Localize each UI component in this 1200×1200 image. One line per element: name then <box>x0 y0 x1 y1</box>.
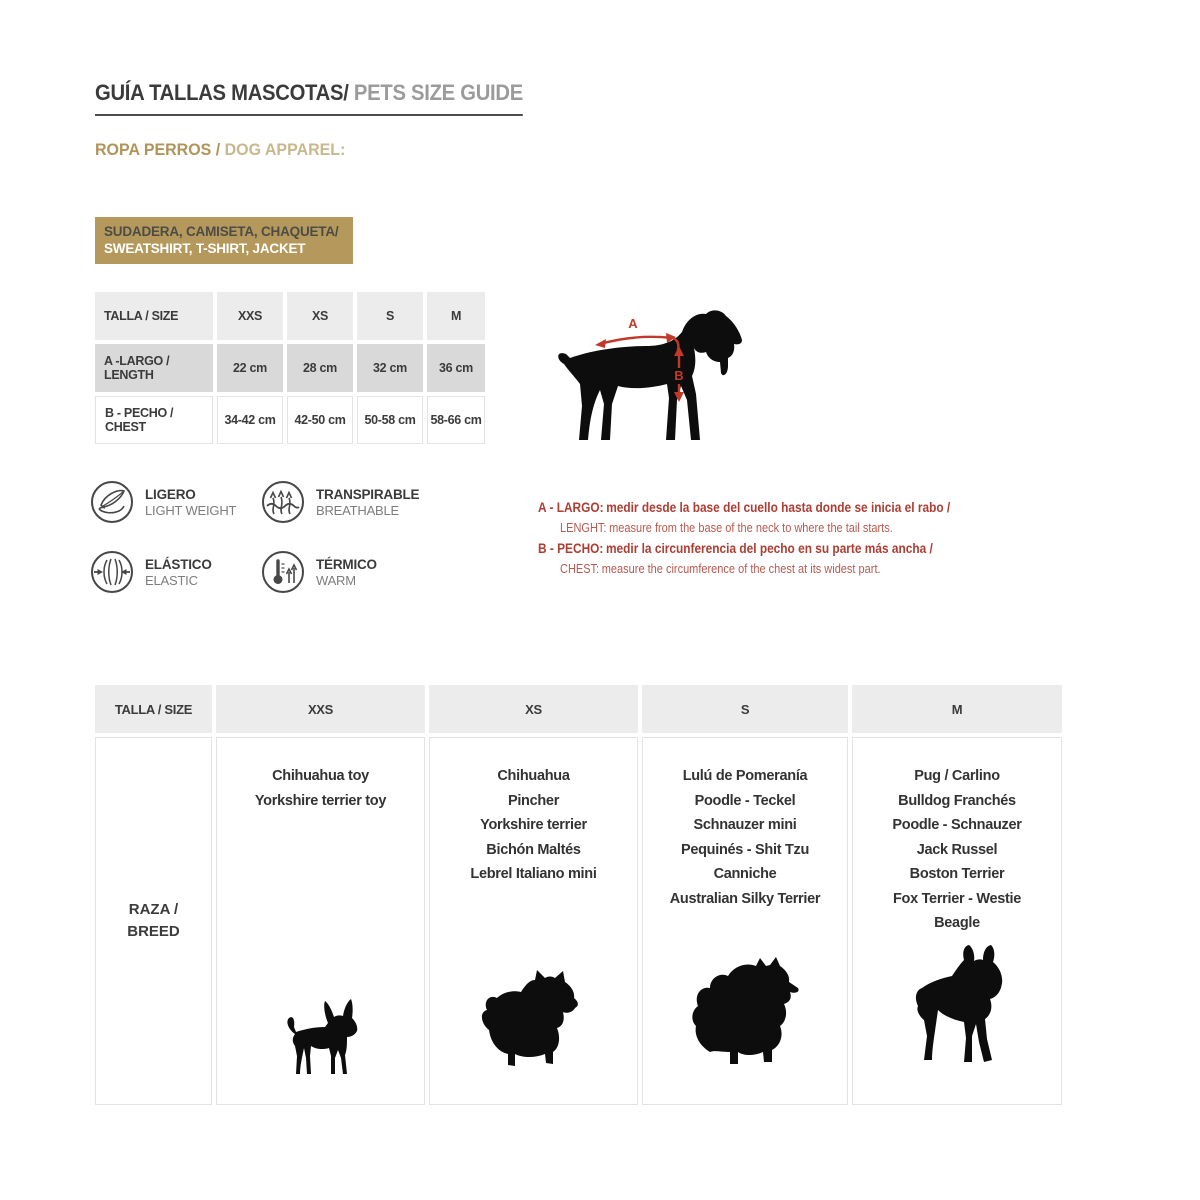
breed-line: BREED <box>127 923 180 940</box>
diagram-label-b: B <box>674 368 684 383</box>
feather-hand-icon <box>90 480 134 524</box>
feature-title: ELÁSTICO <box>145 556 212 572</box>
feature-subtitle: WARM <box>316 572 356 588</box>
breed-item: Bulldog Franchés <box>898 792 1016 809</box>
breed-item: Chihuahua <box>497 768 570 784</box>
size-table-header-m: M <box>427 292 485 340</box>
breed-item: Schnauzer mini <box>693 817 797 833</box>
breed-item: Yorkshire terrier <box>480 817 587 833</box>
note-text: medir desde la base del cuello hasta donde se inicia el rabo / <box>606 500 951 515</box>
breed-item: Lebrel Italiano mini <box>470 866 597 882</box>
title-english: PETS SIZE GUIDE <box>348 80 523 105</box>
breed-item: Yorkshire terrier toy <box>254 792 387 809</box>
measurement-notes <box>538 497 950 579</box>
breed-header-xxs: XXS <box>216 685 425 733</box>
note-chest-english <box>538 559 950 579</box>
dog-measurement-diagram <box>548 298 768 456</box>
french-bulldog-silhouette <box>898 944 1016 1078</box>
breed-item: Beagle <box>934 915 980 931</box>
length-s: 32 cm <box>357 344 423 392</box>
breed-cell-xs <box>429 737 638 1105</box>
length-row-label: A -LARGO / LENGTH <box>95 344 213 392</box>
breed-item: Poodle - Schnauzer <box>892 817 1022 833</box>
feature-title: LIGERO <box>145 486 196 502</box>
breed-item: Pug / Carlino <box>914 768 1000 784</box>
feature-subtitle: LIGHT WEIGHT <box>145 502 237 518</box>
breed-header-s: S <box>642 685 848 733</box>
breed-table <box>95 685 1062 1105</box>
size-table-header-s: S <box>357 292 423 340</box>
note-label: A - LARGO: <box>538 500 604 515</box>
note-text: measure from the base of the neck to where the tail starts. <box>609 521 893 535</box>
labrador-silhouette <box>558 310 742 440</box>
note-text: medir la circunferencia del pecho en su parte más ancha / <box>605 541 933 556</box>
section-subtitle <box>95 140 345 160</box>
feature-warm-text <box>316 556 377 589</box>
feature-elastic-text <box>145 556 212 589</box>
raza-line: RAZA / <box>128 901 179 918</box>
breed-list-xxs <box>217 764 424 813</box>
category-english: SWEATSHIRT, T-SHIRT, JACKET <box>104 241 306 256</box>
note-label: CHEST: <box>560 562 600 576</box>
breed-item: Fox Terrier - Westie <box>892 890 1022 907</box>
breed-cell-m <box>852 737 1062 1105</box>
breed-item: Boston Terrier <box>909 866 1005 882</box>
note-label: B - PECHO: <box>538 541 604 556</box>
elastic-icon <box>90 550 134 594</box>
subtitle-spanish: ROPA PERROS / <box>95 140 225 159</box>
feature-lightweight-text <box>145 486 236 519</box>
chest-row-label: B - PECHO / CHEST <box>95 396 213 444</box>
breed-row-label <box>95 737 212 1105</box>
feature-title: TRANSPIRABLE <box>316 486 420 502</box>
breed-header-xs: XS <box>429 685 638 733</box>
size-table-header-xs: XS <box>287 292 353 340</box>
pomeranian-silhouette <box>686 954 804 1078</box>
breed-item: Australian Silky Terrier <box>669 890 821 907</box>
thermometer-icon <box>261 550 305 594</box>
title-spanish: GUÍA TALLAS MASCOTAS/ <box>95 80 349 105</box>
breed-item: Jack Russel <box>916 841 998 858</box>
breed-cell-xxs <box>216 737 425 1105</box>
breed-cell-s <box>642 737 848 1105</box>
chihuahua-silhouette <box>281 994 361 1078</box>
subtitle-english: DOG APPAREL: <box>224 140 346 159</box>
size-table-header-xxs: XXS <box>217 292 283 340</box>
size-table <box>95 292 485 444</box>
chest-s: 50-58 cm <box>357 396 423 444</box>
breed-item: Poodle - Teckel <box>694 792 796 809</box>
note-largo-spanish <box>538 497 950 518</box>
chest-xxs: 34-42 cm <box>217 396 283 444</box>
length-xxs: 22 cm <box>217 344 283 392</box>
feature-warm <box>261 550 377 594</box>
breed-list-s <box>643 764 847 911</box>
yorkshire-terrier-silhouette <box>473 966 595 1078</box>
breed-item: Lulú de Pomeranía <box>682 768 808 784</box>
length-xs: 28 cm <box>287 344 353 392</box>
note-pecho-spanish <box>538 538 950 559</box>
feature-elastic <box>90 550 212 594</box>
size-table-header-label: TALLA / SIZE <box>95 292 213 340</box>
breed-item: Pequinés - Shit Tzu <box>680 841 810 858</box>
length-m: 36 cm <box>427 344 485 392</box>
chest-xs: 42-50 cm <box>287 396 353 444</box>
feature-subtitle: ELASTIC <box>145 572 198 588</box>
breed-item: Pincher <box>507 792 560 809</box>
feature-subtitle: BREATHABLE <box>316 502 400 518</box>
breathable-icon <box>261 480 305 524</box>
category-box <box>95 217 353 264</box>
diagram-label-a: A <box>628 316 638 331</box>
note-length-english <box>538 518 950 538</box>
note-label: LENGHT: <box>560 521 607 535</box>
category-spanish: SUDADERA, CAMISETA, CHAQUETA/ <box>104 224 339 239</box>
feature-breathable <box>261 480 419 524</box>
breed-item: Bichón Maltés <box>486 841 581 858</box>
feature-lightweight <box>90 480 236 524</box>
note-text: measure the circumference of the chest at its widest part. <box>601 562 881 576</box>
breed-header-m: M <box>852 685 1062 733</box>
breed-item: Chihuahua toy <box>272 768 369 784</box>
feature-title: TÉRMICO <box>316 556 377 572</box>
breed-list-xs <box>430 764 637 887</box>
chest-m: 58-66 cm <box>427 396 485 444</box>
feature-breathable-text <box>316 486 419 519</box>
page-title <box>95 80 523 116</box>
breed-list-m <box>853 764 1061 936</box>
breed-header-label: TALLA / SIZE <box>95 685 212 733</box>
breed-item: Canniche <box>713 866 777 882</box>
